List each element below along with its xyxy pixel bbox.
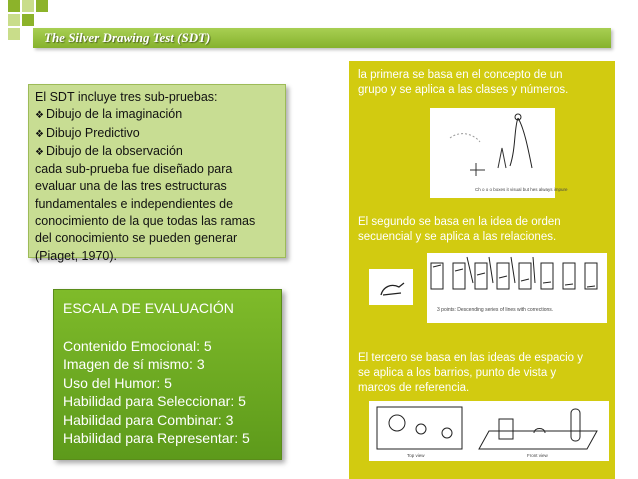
top-view-caption: Top view <box>407 453 425 458</box>
subtests-intro: El SDT incluye tres sub-pruebas: <box>35 90 218 104</box>
scale-heading: ESCALA DE EVALUACIÓN <box>63 300 234 316</box>
predictive-caption: 3 points: Descending series of lines with corrections. <box>437 307 554 313</box>
predictive-small-drawing <box>369 269 413 305</box>
scale-item: Habilidad para Combinar: 3 <box>63 411 234 428</box>
subtests-body-line: evaluar una de las tres estructuras <box>35 179 227 194</box>
observation-drawing <box>369 401 609 461</box>
predictive-series-drawing <box>427 253 607 323</box>
scale-item: Habilidad para Seleccionar: 5 <box>63 393 246 409</box>
imagination-drawing <box>430 108 568 198</box>
scale-item: Uso del Humor: 5 <box>63 374 172 391</box>
panel-text-2: El segundo se basa en la idea de orden secuencial y se aplica a las relaciones. <box>358 216 561 243</box>
scale-item: Contenido Emocional: 5 <box>63 337 212 354</box>
page-title: The Silver Drawing Test (SDT) <box>44 30 211 45</box>
panel-text-3: El tercero se basa en las ideas de espacio y se aplica a los barrios, punto de vista y marcos de referencia. <box>358 352 584 394</box>
subtests-box <box>28 84 286 263</box>
subtest-item: ❖ Dibujo Predictivo <box>35 125 279 143</box>
scale-item: Habilidad para Representar: 5 <box>63 430 250 446</box>
subtest-item: ❖ Dibujo de la imaginación <box>35 106 279 124</box>
panel-text-1: la primera se basa en el concepto de un grupo y se aplica a las clases y números. <box>358 69 569 96</box>
title-bar <box>33 28 611 48</box>
subtests-body-line: (Piaget, 1970). <box>35 248 117 263</box>
subtests-body-line: del conocimiento se pueden generar <box>35 231 238 246</box>
subtest-item: ❖ Dibujo de la observación <box>35 143 279 161</box>
imagination-caption: Ch o o o boxes it visual but hes always impure <box>475 187 568 192</box>
subtests-body-line: fundamentales e independientes de <box>35 196 234 211</box>
subtests-body-line: conocimiento de la que todas las ramas <box>35 214 256 229</box>
scale-item: Imagen de sí mismo: 3 <box>63 356 205 372</box>
evaluation-scale-box <box>53 289 282 460</box>
subtests-body-line: cada sub-prueba fue diseñado para <box>35 162 233 177</box>
front-view-caption: Front view <box>527 453 548 458</box>
right-panel <box>349 61 615 479</box>
